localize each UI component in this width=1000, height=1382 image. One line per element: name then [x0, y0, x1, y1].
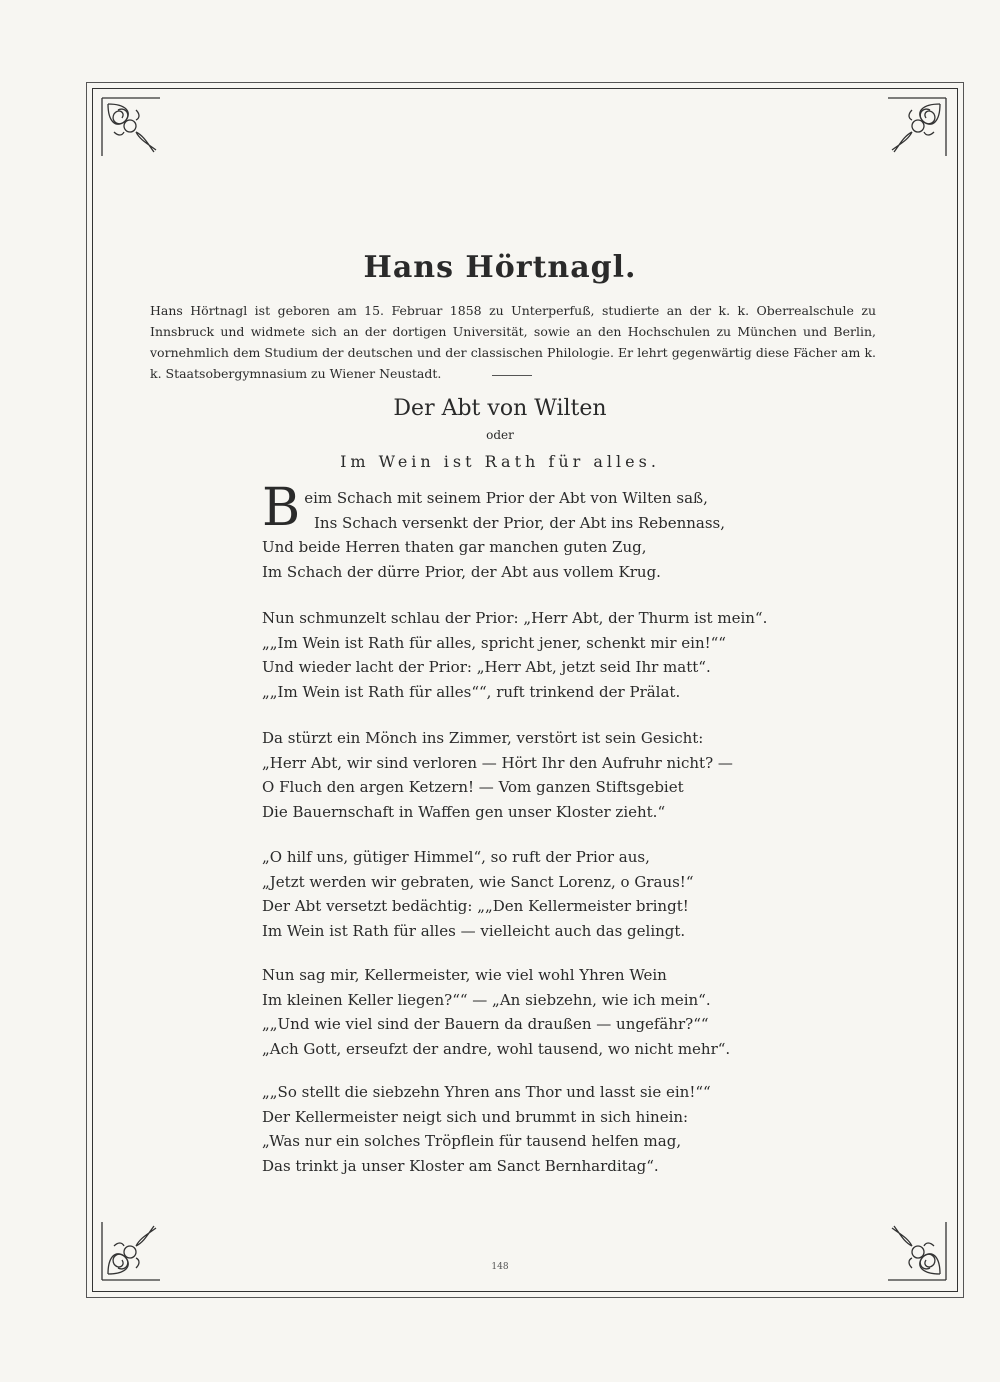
poem-line: „„So stellt die siebzehn Yhren ans Thor und lasst sie ein!““ — [262, 1083, 711, 1101]
poem-subtitle: Im Wein ist Rath für alles. — [340, 452, 660, 471]
poem-line: „„Im Wein ist Rath für alles, spricht jener, schenkt mir ein!““ — [262, 633, 726, 652]
poem-line: „O hilf uns, gütiger Himmel“, so ruft der Prior aus, — [262, 848, 650, 866]
poem-line: „Ach Gott, erseufzt der andre, wohl tausend, wo nicht mehr“. — [262, 1039, 731, 1058]
poem-line: eim Schach mit seinem Prior der Abt von Wilten saß, — [304, 489, 708, 507]
poem-line: Nun sag mir, Kellermeister, wie viel wohl Yhren Wein — [262, 966, 667, 984]
drop-cap: B — [262, 478, 301, 538]
poem-line: Und beide Herren thaten gar manchen guten Zug, — [262, 538, 647, 556]
poem-line: „„Und wie viel sind der Bauern da draußen — ungefähr?““ — [262, 1015, 709, 1033]
stanza — [262, 606, 802, 704]
poem-line: O Fluch den argen Ketzern! — Vom ganzen Stiftsgebiet — [262, 778, 684, 796]
poem-line: Die Bauernschaft in Waffen gen unser Kloster zieht.“ — [262, 802, 666, 821]
poem-line: Im kleinen Keller liegen?““ — „An siebzehn, wie ich mein“. — [262, 990, 711, 1009]
corner-ornament-icon — [882, 92, 952, 162]
poem-line: „Herr Abt, wir sind verloren — Hört Ihr den Aufruhr nicht? — — [262, 753, 733, 772]
section-divider — [492, 375, 532, 376]
poem-oder: oder — [486, 428, 514, 442]
poem-line: „Was nur ein solches Tröpflein für tausend helfen mag, — [262, 1132, 682, 1150]
stanza — [262, 963, 802, 1061]
corner-ornament-icon — [96, 1216, 166, 1286]
corner-ornament-icon — [882, 1216, 952, 1286]
poem-line: „„Im Wein ist Rath für alles““, ruft trinkend der Prälat. — [262, 682, 681, 701]
poem-title: Der Abt von Wilten — [393, 396, 607, 421]
poem-line: Nun schmunzelt schlau der Prior: „Herr Abt, der Thurm ist mein“. — [262, 609, 768, 627]
poem-line: Und wieder lacht der Prior: „Herr Abt, jetzt seid Ihr matt“. — [262, 658, 711, 676]
poem-line: Der Abt versetzt bedächtig: „„Den Kellermeister bringt! — [262, 897, 689, 915]
poem-line: Ins Schach versenkt der Prior, der Abt ins Rebennass, — [314, 513, 726, 532]
author-heading: Hans Hörtnagl. — [363, 250, 637, 285]
poem-line: Im Schach der dürre Prior, der Abt aus vollem Krug. — [262, 562, 661, 581]
corner-ornament-icon — [96, 92, 166, 162]
page-number: 148 — [491, 1262, 509, 1272]
stanza — [262, 726, 802, 824]
stanza — [262, 845, 802, 943]
author-bio: Hans Hörtnagl ist geboren am 15. Februar 1858 zu Unterperfuß, studierte an der k. k. Oberrealschule zu Innsbruck und widmete sich an der dortigen Universität, sowie an den Hochschulen zu München und Berlin, vornehmlich dem Studium der deutschen und der classischen Philologie. Er lehrt gegenwärtig diese Fächer am k. k. Staatsobergymnasium zu Wiener Neustadt. — [150, 303, 876, 381]
poem-line: Das trinkt ja unser Kloster am Sanct Bernharditag“. — [262, 1156, 659, 1175]
stanza — [262, 478, 802, 584]
poem-line: Da stürzt ein Mönch ins Zimmer, verstört ist sein Gesicht: — [262, 729, 704, 747]
poem-line: „Jetzt werden wir gebraten, wie Sanct Lorenz, o Graus!“ — [262, 872, 694, 891]
poem-line: Im Wein ist Rath für alles — vielleicht auch das gelingt. — [262, 921, 686, 940]
poem-line: Der Kellermeister neigt sich und brummt in sich hinein: — [262, 1107, 689, 1126]
stanza — [262, 1080, 802, 1178]
